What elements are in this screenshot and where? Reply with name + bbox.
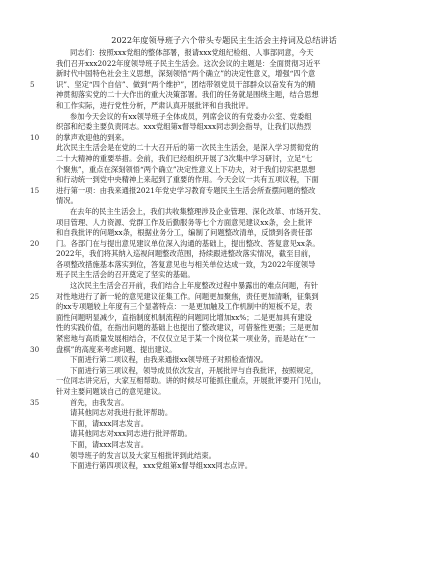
text-line: 项目管理、人力资源、党群工作及后勤服务等七个方面意见建议xx条，会上批评 bbox=[56, 217, 313, 227]
text-line: 在去年的民主生活会上，我们共收集整理涉及企业管理、深化改革、市场开发、 bbox=[70, 206, 326, 216]
text-line: 和自我批评的问题xx条，根据业务分工，编制了问题整改清单，反馈到各责任部 bbox=[56, 228, 313, 238]
line-number: 5 bbox=[30, 79, 35, 89]
line-number: 15 bbox=[30, 185, 40, 195]
text-line: 同志们：按照xxx党组的整体部署，报请xxx党组纪检组、人事部同意，今天 bbox=[70, 48, 314, 57]
text-line: 各项整改措施基本落实到位，答复意见也与相关单位达成一致，为2022年度领导 bbox=[56, 259, 316, 269]
text-line: 进行第一项：由我来通报2021年党史学习教育专题民主生活会所查摆问题的整改 bbox=[56, 185, 316, 195]
text-line: 请其他同志对xxx同志进行批评帮助。 bbox=[70, 429, 192, 439]
text-line: 针对主要问题谈自己的意见建议。 bbox=[56, 387, 166, 396]
text-line: 二十大精神的重要举措。会前，我们已经组织开展了3次集中学习研讨，立足“七 bbox=[56, 153, 313, 163]
text-line: 下面，请xxx同志发言。 bbox=[70, 418, 149, 428]
text-line: 和工作实际，进行党性分析，严肃认真开展批评和自我批评。 bbox=[56, 100, 254, 110]
text-line: 和行动统一到党中央精神上来起到了重要的作用。今天会议一共有五项议程，下面 bbox=[56, 175, 319, 185]
line-number: 25 bbox=[30, 291, 40, 301]
text-line: 领导班子的发言以及大家互相批评到此结束。 bbox=[70, 450, 216, 460]
document-body bbox=[56, 48, 426, 472]
text-line: 盘棋”的高度来考虑问题、提出建议。 bbox=[56, 344, 177, 354]
line-number: 30 bbox=[30, 344, 40, 354]
text-line: 新时代中国特色社会主义思想，深刻领悟“两个确立”的决定性意义，增强“四个意 bbox=[56, 69, 316, 79]
line-number: 40 bbox=[30, 450, 40, 460]
text-line: 的掌声欢迎他的到来。 bbox=[56, 132, 129, 142]
text-line: 紧密地与高质量发展相结合，不仅仅立足于某一个岗位某一项业务，而是站在“一 bbox=[56, 334, 316, 344]
text-line: 的xx专项题较上年度有三个显著特点：一是更加触及工作机制中的短板不足，表 bbox=[56, 302, 313, 312]
text-line: 下面，请xxx同志发言。 bbox=[70, 439, 149, 449]
text-line: 下面进行第二项议程，由我来通报xx领导班子对照检查情况。 bbox=[70, 355, 268, 365]
text-line: 参加今天会议的有xx领导班子全体成员，列席会议的有党委办公室、党委组 bbox=[70, 111, 312, 121]
document-title: 2022年度领导班子六个带头专题民主生活会主持词及总结讲话 bbox=[111, 35, 337, 45]
text-line: 此次民主生活会是在党的二十大召开后的第一次民主生活会，是深入学习贯彻党的 bbox=[56, 143, 319, 153]
text-line: 门。各部门在与提出意见建议单位深入沟通的基础上，提出整改、答复意见xx条。 bbox=[56, 238, 320, 248]
text-line: 面性问题明显减少，直指制度机制流程的问题同比增加xx%；二是更加具有建设 bbox=[56, 312, 312, 322]
line-number: 20 bbox=[30, 238, 40, 248]
text-line: 神贯彻落实党的二十大作出的重大决策部署。我们的任务就是围绕主题，结合思想 bbox=[56, 90, 319, 100]
text-line: 班子民主生活会的召开奠定了坚实的基础。 bbox=[56, 270, 195, 280]
text-line: 织部和纪委主要负责同志。xxx党组第x督导组xxx同志到会指导，让我们以热烈 bbox=[56, 122, 312, 132]
text-line: 一位同志讲完后，大家互相帮助。讲的时候尽可能抓住重点，开展批评要开门见山， bbox=[56, 376, 326, 386]
line-number: 35 bbox=[30, 397, 40, 407]
text-line: 个聚焦”，重点在深刻领悟“两个确立”决定性意义上下功夫，对于我们切实把思想 bbox=[56, 164, 316, 174]
text-line: 下面进行第三项议程，领导成员依次发言，开展批评与自我批评，按照规定， bbox=[70, 365, 319, 375]
text-line: 请其他同志对我进行批评帮助。 bbox=[70, 408, 173, 418]
text-line: 2022年，我们将其纳入巡视问题整改范围，持续跟进整改落实情况，截至目前， bbox=[56, 249, 316, 259]
text-line: 下面进行第四项议程，xxx党组第x督导组xxx同志点评。 bbox=[70, 461, 253, 471]
text-line: 性的实践价值，在指出问题的基础上也提出了整改建议，可借鉴性更强；三是更加 bbox=[56, 323, 319, 333]
text-line: 我们召开xxx2022年度领导班子民主生活会。这次会议的主题是：全面贯彻习近平 bbox=[56, 58, 321, 68]
text-line: 情况。 bbox=[56, 196, 78, 206]
text-line: 首先，由我发言。 bbox=[70, 397, 129, 407]
line-number: 10 bbox=[30, 132, 40, 142]
text-line: 这次民主生活会召开前，我们结合上年度整改过程中暴露出的难点问题，有针 bbox=[70, 281, 319, 291]
text-line: 识”、坚定“四个自信”、做到“两个维护”，团结带领党员干部群众以奋发有为的精 bbox=[56, 79, 316, 89]
text-line: 对性地进行了新一轮的意见建议征集工作。问题更加聚焦，责任更加清晰，征集到 bbox=[56, 291, 319, 301]
